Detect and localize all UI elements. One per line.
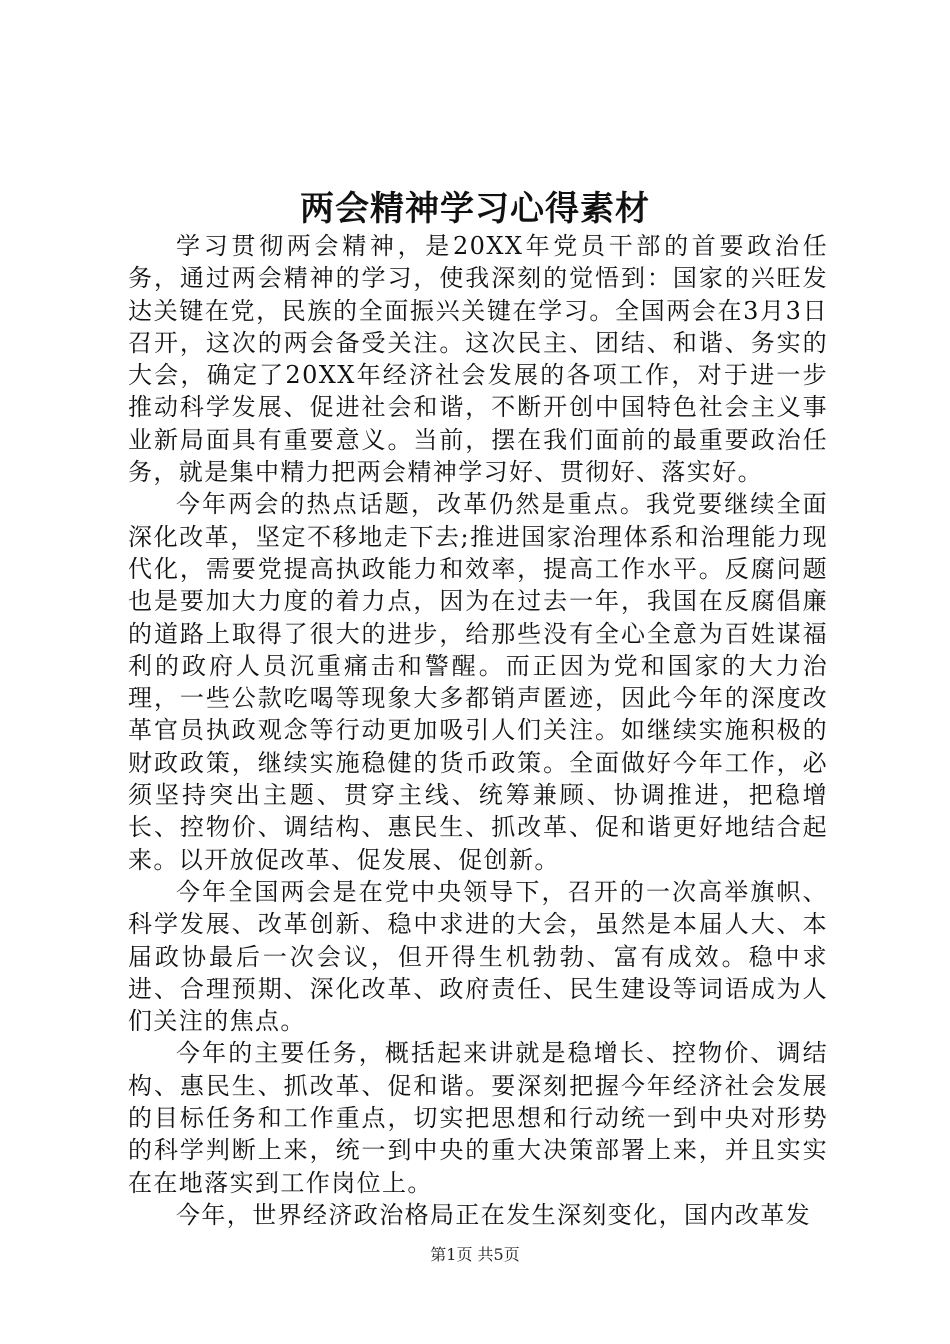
paragraph-3: 今年全国两会是在党中央领导下，召开的一次高举旗帜、科学发展、改革创新、稳中求进的大会，虽然是本届人大、本届政协最后一次会议，但开得生机勃勃、富有成效。稳中求进、合理预期、深化改革、政府责任、民生建设等词语成为人们关注的焦点。 [128,877,828,1036]
paragraph-1: 学习贯彻两会精神，是20XX年党员干部的首要政治任务，通过两会精神的学习，使我深刻的觉悟到：国家的兴旺发达关键在党，民族的全面振兴关键在学习。全国两会在3月3日召开，这次的两会备受关注。这次民主、团结、和谐、务实的大会，确定了20XX年经济社会发展的各项工作，对于进一步推动科学发展、促进社会和谐，不断开创中国特色社会主义事业新局面具有重要意义。当前，摆在我们面前的最重要政治任务，就是集中精力把两会精神学习好、贯彻好、落实好。 [128,232,828,487]
document-body [128,230,828,1231]
paragraph-2: 今年两会的热点话题，改革仍然是重点。我党要继续全面深化改革，坚定不移地走下去;推进国家治理体系和治理能力现代化，需要党提高执政能力和效率，提高工作水平。反腐问题也是要加大力度的着力点，因为在过去一年，我国在反腐倡廉的道路上取得了很大的进步，给那些没有全心全意为百姓谋福利的政府人员沉重痛击和警醒。而正因为党和国家的大力治理，一些公款吃喝等现象大多都销声匿迹，因此今年的深度改革官员执政观念等行动更加吸引人们关注。如继续实施积极的财政政策，继续实施稳健的货币政策。全面做好今年工作，必须坚持突出主题、贯穿主线、统筹兼顾、协调推进，把稳增长、控物价、调结构、惠民生、抓改革、促和谐更好地结合起来。以开放促改革、促发展、促创新。 [128,490,828,874]
page-number-footer: 第1页 共5页 [430,1245,520,1264]
paragraph-4: 今年的主要任务，概括起来讲就是稳增长、控物价、调结构、惠民生、抓改革、促和谐。要深刻把握今年经济社会发展的目标任务和工作重点，切实把思想和行动统一到中央对形势的科学判断上来，统一到中央的重大决策部署上来，并且实实在在地落实到工作岗位上。 [128,1039,828,1197]
paragraph-5: 今年，世界经济政治格局正在发生深刻变化，国内改革发 [176,1200,811,1229]
document-title: 两会精神学习心得素材 [300,189,650,229]
